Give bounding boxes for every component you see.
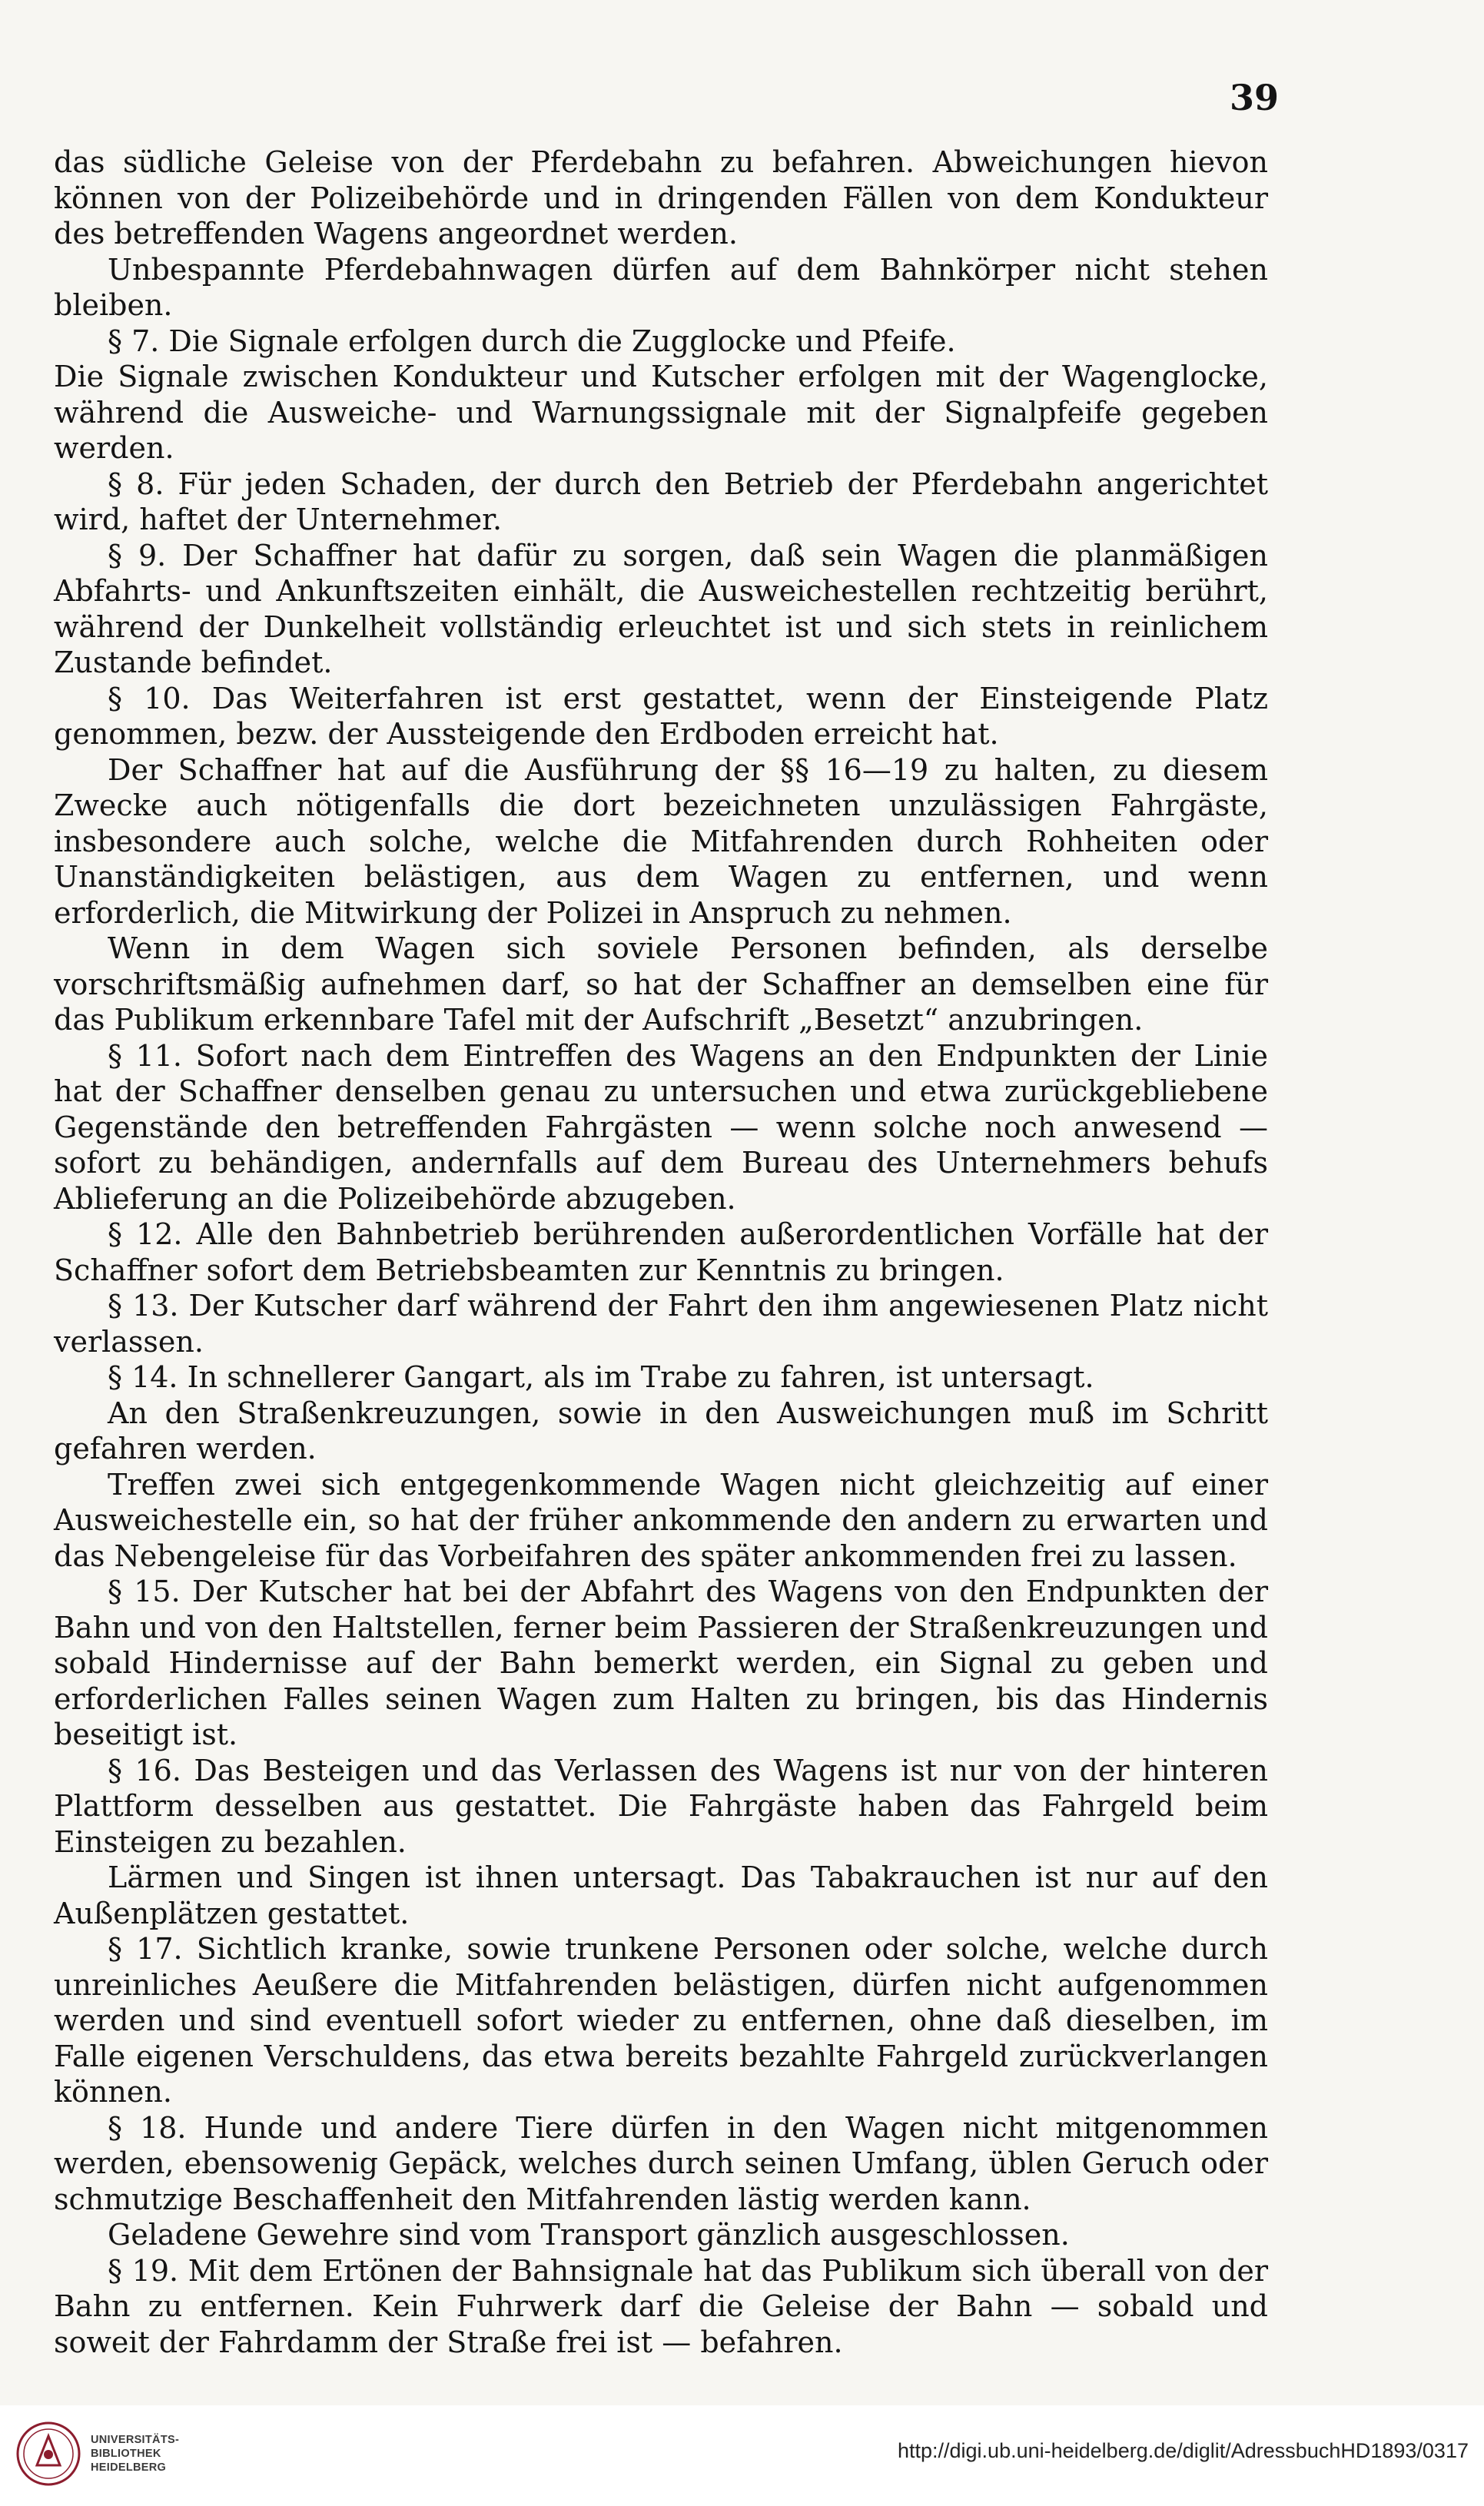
paragraph: § 12. Alle den Bahnbetrieb berührenden außerordentlichen Vorfälle hat der Schaffner sofort dem Betriebsbeamten zur Kenntnis zu bringen. (54, 1217, 1268, 1287)
paragraph: Treffen zwei sich entgegenkommende Wagen nicht gleichzeitig auf einer Ausweichestelle ein, so hat der früher ankommende den andern zu erwarten und das Nebengeleise für das Vorbeifahren des später ankommenden frei zu lassen. (54, 1467, 1268, 1573)
paragraph: Die Signale zwischen Kondukteur und Kutscher erfolgen mit der Wagenglocke, während die Ausweiche- und Warnungssignale mit der Signalpfeife gegeben werden. (54, 360, 1268, 465)
paragraph: Wenn in dem Wagen sich soviele Personen befinden, als derselbe vorschriftsmäßig aufnehmen darf, so hat der Schaffner an demselben eine für das Publikum erkennbare Tafel mit der Aufschrift „Besetzt“ anzubringen. (54, 931, 1268, 1037)
paragraph: § 8. Für jeden Schaden, der durch den Betrieb der Pferdebahn angerichtet wird, haftet der Unternehmer. (54, 466, 1268, 536)
paragraph: § 19. Mit dem Ertönen der Bahnsignale hat das Publikum sich überall von der Bahn zu entfernen. Kein Fuhrwerk darf die Geleise der Bahn — sobald und soweit der Fahrdamm der Straße frei ist — befahren. (54, 2253, 1268, 2359)
paragraph: Geladene Gewehre sind vom Transport gänzlich ausgeschlossen. (108, 2218, 1070, 2252)
paragraph: das südliche Geleise von der Pferdebahn zu befahren. Abweichungen hievon können von der Polizeibehörde und in dringenden Fällen von dem Kondukteur des betreffenden Wagens angeordnet werden. (54, 145, 1268, 251)
source-url[interactable]: http://digi.ub.uni-heidelberg.de/diglit/AdressbuchHD1893/0317 (897, 2439, 1469, 2462)
library-logo (14, 2419, 214, 2496)
paragraph: Lärmen und Singen ist ihnen untersagt. Das Tabakrauchen ist nur auf den Außenplätzen gestattet. (54, 1860, 1268, 1930)
paragraph: Der Schaffner hat auf die Ausführung der §§ 16—19 zu halten, zu diesem Zwecke auch nötigenfalls die dort bezeichneten unzulässigen Fahrgäste, insbesondere auch solche, welche die Mitfahrenden durch Rohheiten oder Unanständigkeiten belästigen, aus dem Wagen zu entfernen, und wenn erforderlich, die Mitwirkung der Polizei in Anspruch zu nehmen. (54, 752, 1268, 930)
paragraph: § 15. Der Kutscher hat bei der Abfahrt des Wagens von den Endpunkten der Bahn und von den Haltstellen, ferner beim Passieren der Straßenkreuzungen und sobald Hindernisse auf der Bahn bemerkt werden, ein Signal zu geben und erforderlichen Falles seinen Wagen zum Halten zu bringen, bis das Hindernis beseitigt ist. (54, 1575, 1268, 1751)
body-text (54, 144, 1268, 2360)
paragraph: § 7. Die Signale erfolgen durch die Zugglocke und Pfeife. (108, 324, 956, 358)
footer-bar (0, 2405, 1484, 2506)
page-number: 39 (1230, 77, 1280, 118)
paragraph: § 10. Das Weiterfahren ist erst gestattet, wenn der Einsteigende Platz genommen, bezw. der Aussteigende den Erdboden erreicht hat. (54, 681, 1268, 751)
paragraph: § 16. Das Besteigen und das Verlassen des Wagens ist nur von der hinteren Plattform desselben aus gestattet. Die Fahrgäste haben das Fahrgeld beim Einsteigen zu bezahlen. (54, 1753, 1268, 1859)
paragraph: § 9. Der Schaffner hat dafür zu sorgen, daß sein Wagen die planmäßigen Abfahrts- und Ankunftszeiten einhält, die Ausweichestellen rechtzeitig berührt, während der Dunkelheit vollständig erleuchtet ist und sich stets in reinlichem Zustande befindet. (54, 538, 1268, 679)
paragraph: An den Straßenkreuzungen, sowie in den Ausweichungen muß im Schritt gefahren werden. (54, 1396, 1268, 1465)
university-seal-icon (14, 2419, 83, 2488)
library-name-line: HEIDELBERG (91, 2461, 167, 2474)
library-name-line: BIBLIOTHEK (91, 2448, 161, 2460)
paragraph: § 13. Der Kutscher darf während der Fahrt den ihm angewiesenen Platz nicht verlassen. (54, 1289, 1268, 1359)
paragraph: Unbespannte Pferdebahnwagen dürfen auf dem Bahnkörper nicht stehen bleiben. (54, 252, 1268, 322)
paragraph: § 18. Hunde und andere Tiere dürfen in den Wagen nicht mitgenommen werden, ebensowenig Gepäck, welches durch seinen Umfang, üblen Geruch oder schmutzige Beschaffenheit den Mitfahrenden lästig werden kann. (54, 2110, 1268, 2216)
paragraph: § 17. Sichtlich kranke, sowie trunkene Personen oder solche, welche durch unreinliches Aeußere die Mitfahrenden belästigen, dürfen nicht aufgenommen werden und sind eventuell sofort wieder zu entfernen, ohne daß dieselben, im Falle eigenen Verschuldens, das etwa bereits bezahlte Fahrgeld zurückverlangen können. (54, 1932, 1268, 2109)
library-name-line: UNIVERSITÄTS- (91, 2434, 180, 2446)
paragraph: § 14. In schnellerer Gangart, als im Trabe zu fahren, ist untersagt. (108, 1360, 1094, 1394)
paragraph: § 11. Sofort nach dem Eintreffen des Wagens an den Endpunkten der Linie hat der Schaffner denselben genau zu untersuchen und etwa zurückgebliebene Gegenstände den betreffenden Fahrgästen — wenn solche noch anwesend — sofort zu behändigen, andernfalls auf dem Bureau des Unternehmers behufs Ablieferung an die Polizeibehörde abzugeben. (54, 1038, 1268, 1216)
library-name (91, 2433, 179, 2474)
